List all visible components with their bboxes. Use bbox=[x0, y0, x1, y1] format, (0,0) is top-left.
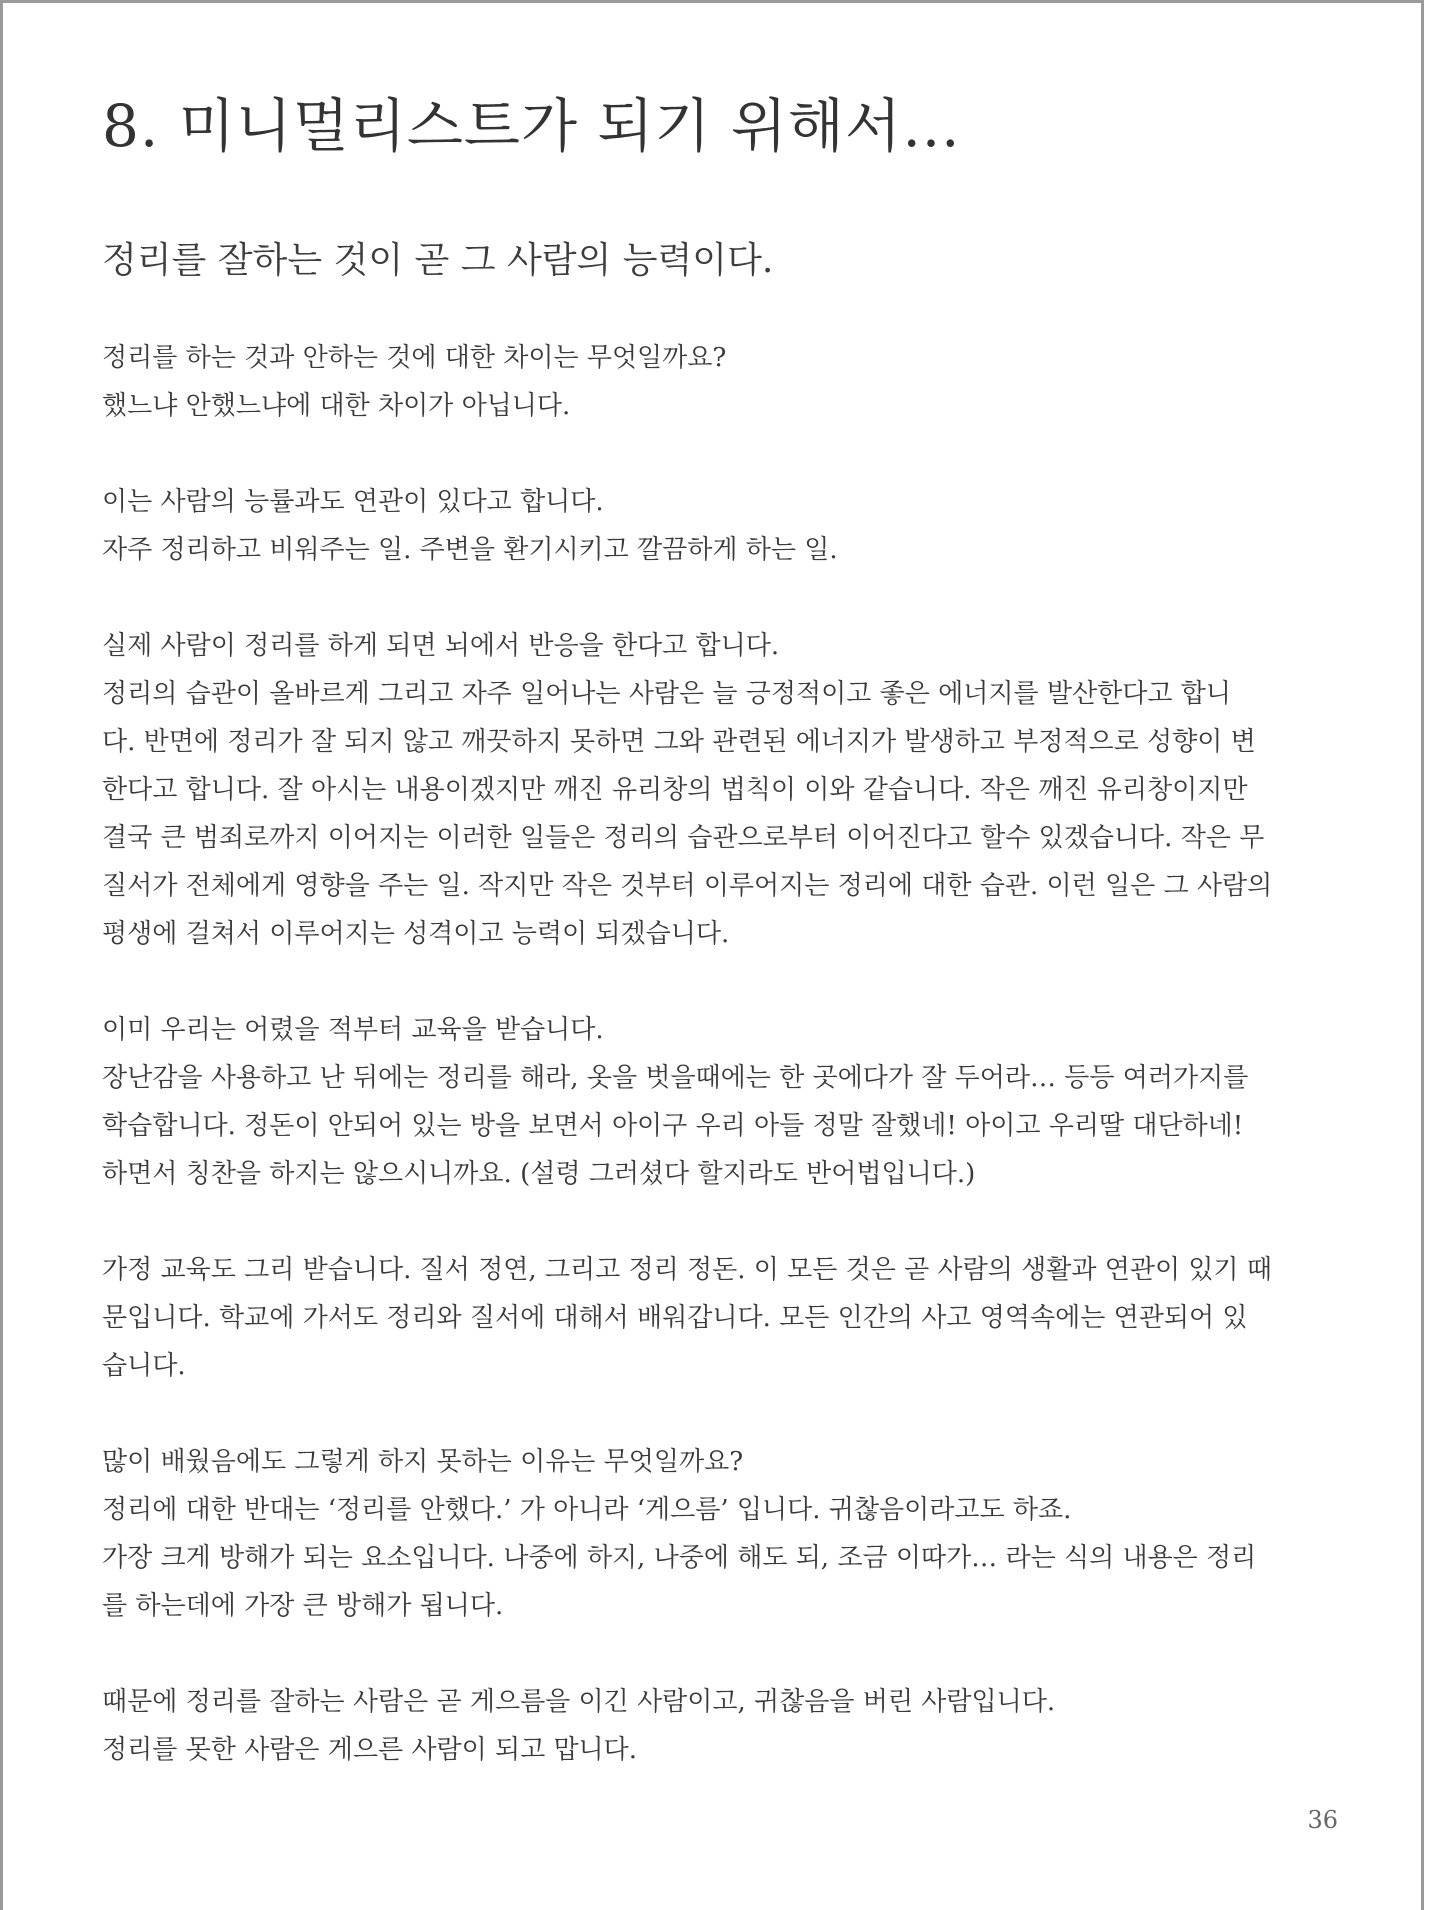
text-line: 문입니다. 학교에 가서도 정리와 질서에 대해서 배워갑니다. 모든 인간의 사고 영역속에는 연관되어 있 bbox=[102, 1303, 1248, 1334]
text-line: 질서가 전체에게 영향을 주는 일. 작지만 작은 것부터 이루어지는 정리에 대한 습관. 이런 일은 그 사람의 bbox=[102, 871, 1273, 902]
text-line: 가장 크게 방해가 되는 요소입니다. 나중에 하지, 나중에 해도 되, 조금 이따가… 라는 식의 내용은 정리 bbox=[102, 1543, 1257, 1574]
text-line: 때문에 정리를 잘하는 사람은 곧 게으름을 이긴 사람이고, 귀찮음을 버린 사람입니다. bbox=[102, 1687, 1056, 1718]
paragraph-1 bbox=[102, 334, 1332, 430]
text-line: 평생에 걸쳐서 이루어지는 성격이고 능력이 되겠습니다. bbox=[102, 919, 730, 950]
paragraph-2 bbox=[102, 478, 1332, 574]
paragraph-6 bbox=[102, 1438, 1332, 1630]
text-line: 이는 사람의 능률과도 연관이 있다고 합니다. bbox=[102, 487, 604, 518]
text-line: 많이 배웠음에도 그렇게 하지 못하는 이유는 무엇일까요? bbox=[102, 1447, 744, 1478]
body-text bbox=[102, 334, 1332, 1774]
chapter-title: 8. 미니멀리스트가 되기 위해서… bbox=[102, 92, 961, 160]
page-number: 36 bbox=[1307, 1806, 1338, 1834]
text-line: 한다고 합니다. 잘 아시는 내용이겠지만 깨진 유리창의 법칙이 이와 같습니다. 작은 깨진 유리창이지만 bbox=[102, 775, 1248, 806]
text-line: 정리를 못한 사람은 게으른 사람이 되고 맙니다. bbox=[102, 1735, 638, 1766]
paragraph-7 bbox=[102, 1678, 1332, 1774]
text-line: 자주 정리하고 비워주는 일. 주변을 환기시키고 깔끔하게 하는 일. bbox=[102, 535, 838, 566]
text-line: 결국 큰 범죄로까지 이어지는 이러한 일들은 정리의 습관으로부터 이어진다고 할수 있겠습니다. 작은 무 bbox=[102, 823, 1265, 854]
text-line: 장난감을 사용하고 난 뒤에는 정리를 해라, 옷을 벗을때에는 한 곳에다가 잘 두어라… 등등 여러가지를 bbox=[102, 1063, 1249, 1094]
text-line: 정리에 대한 반대는 ‘정리를 안했다.’ 가 아니라 ‘게으름’ 입니다. 귀찮음이라고도 하죠. bbox=[102, 1495, 1072, 1526]
text-line: 다. 반면에 정리가 잘 되지 않고 깨끗하지 못하면 그와 관련된 에너지가 발생하고 부정적으로 성향이 변 bbox=[102, 727, 1256, 758]
text-line: 습니다. bbox=[102, 1351, 186, 1382]
page-content bbox=[102, 92, 1332, 1822]
section-title: 정리를 잘하는 것이 곧 그 사람의 능력이다. bbox=[102, 239, 774, 281]
text-line: 실제 사람이 정리를 하게 되면 뇌에서 반응을 한다고 합니다. bbox=[102, 631, 780, 662]
text-line: 했느냐 안했느냐에 대한 차이가 아닙니다. bbox=[102, 391, 571, 422]
paragraph-4 bbox=[102, 1006, 1332, 1198]
text-line: 가정 교육도 그리 받습니다. 질서 정연, 그리고 정리 정돈. 이 모든 것은 곧 사람의 생활과 연관이 있기 때 bbox=[102, 1255, 1272, 1286]
text-line: 정리를 하는 것과 안하는 것에 대한 차이는 무엇일까요? bbox=[102, 343, 727, 374]
paragraph-3 bbox=[102, 622, 1332, 958]
text-line: 정리의 습관이 올바르게 그리고 자주 일어나는 사람은 늘 긍정적이고 좋은 에너지를 발산한다고 합니 bbox=[102, 679, 1231, 710]
text-line: 하면서 칭찬을 하지는 않으시니까요. (설령 그러셨다 할지라도 반어법입니다.) bbox=[102, 1159, 976, 1190]
text-line: 를 하는데에 가장 큰 방해가 됩니다. bbox=[102, 1591, 504, 1622]
text-line: 이미 우리는 어렸을 적부터 교육을 받습니다. bbox=[102, 1015, 604, 1046]
paragraph-5 bbox=[102, 1246, 1332, 1390]
text-line: 학습합니다. 정돈이 안되어 있는 방을 보면서 아이구 우리 아들 정말 잘했네! 아이고 우리딸 대단하네! bbox=[102, 1111, 1244, 1142]
